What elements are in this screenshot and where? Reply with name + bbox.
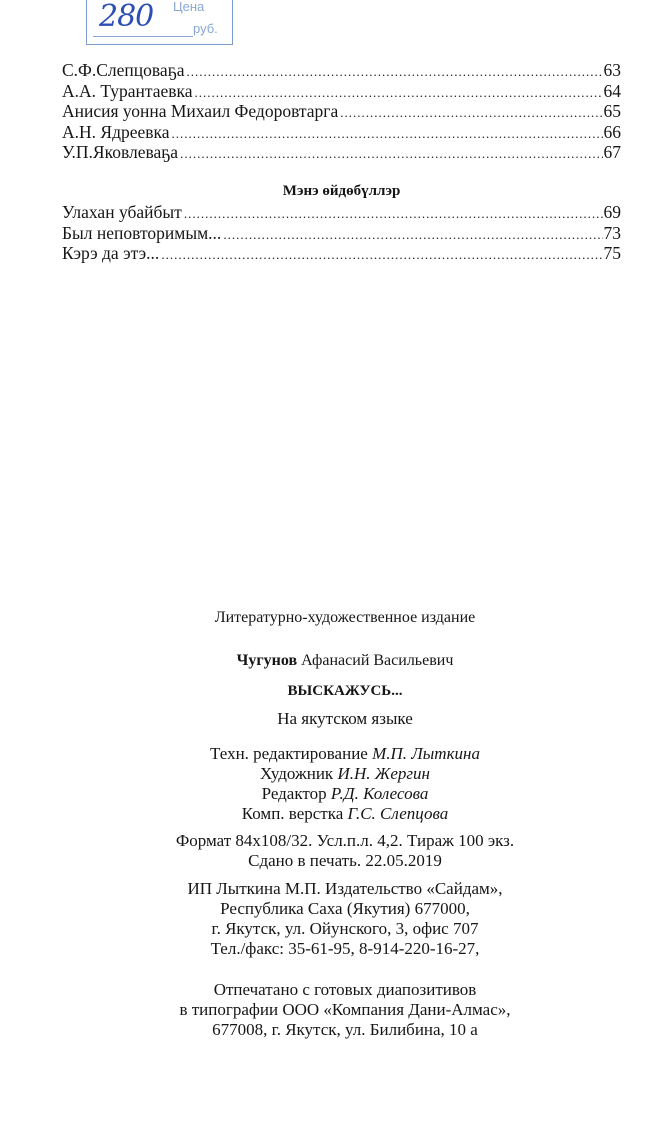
credit-role: Комп. верстка bbox=[241, 804, 344, 823]
toc-entry bbox=[62, 60, 621, 81]
dot-leader bbox=[195, 83, 603, 104]
printer-line: Отпечатано с готовых диапозитивов bbox=[213, 980, 477, 999]
toc-entry bbox=[62, 243, 621, 264]
toc-entry bbox=[62, 81, 621, 102]
credit-role: Редактор bbox=[261, 784, 327, 803]
toc-title: Был неповторимым... bbox=[62, 222, 222, 243]
credit-line bbox=[0, 764, 672, 784]
toc-title: А.Н. Ядреевка bbox=[62, 121, 170, 142]
stamp-currency: руб. bbox=[193, 21, 218, 36]
dot-leader bbox=[172, 124, 603, 145]
toc-page: 63 bbox=[603, 60, 621, 80]
language: На якутском языке bbox=[277, 709, 413, 728]
dot-leader bbox=[340, 103, 602, 124]
author-name: Афанасий Васильевич bbox=[301, 652, 454, 669]
table-of-contents bbox=[62, 60, 621, 163]
credit-name: Р.Д. Колесова bbox=[330, 784, 429, 803]
credit-name: М.П. Лыткина bbox=[372, 744, 480, 763]
toc-entry bbox=[62, 202, 621, 223]
toc-title: Анисия уонна Михаил Федоровтарга bbox=[62, 101, 339, 121]
toc-page: 73 bbox=[603, 222, 621, 243]
dot-leader bbox=[180, 144, 602, 165]
publisher-line: ИП Лыткина М.П. Издательство «Сайдам», bbox=[187, 879, 503, 898]
publisher-line: г. Якутск, ул. Ойунского, 3, офис 707 bbox=[211, 919, 479, 938]
credit-name: Г.С. Слепцова bbox=[347, 804, 449, 823]
printer-line: в типографии ООО «Компания Дани-Алмас», bbox=[179, 1000, 511, 1019]
stamp-underline bbox=[93, 36, 193, 37]
stamp-label: Цена bbox=[173, 0, 205, 14]
toc-title: У.П.Яковлеваҕа bbox=[62, 142, 179, 162]
toc-page: 64 bbox=[603, 80, 621, 101]
printer-line: 677008, г. Якутск, ул. Билибина, 10 а bbox=[212, 1020, 478, 1039]
toc-entry bbox=[62, 142, 621, 163]
section-heading: Мэнэ өйдөбүллэр bbox=[282, 183, 401, 199]
toc-page: 69 bbox=[603, 202, 621, 222]
toc-title: С.Ф.Слепцоваҕа bbox=[62, 60, 185, 80]
price-stamp bbox=[86, 0, 233, 45]
section-contents bbox=[62, 202, 621, 264]
toc-page: 75 bbox=[603, 243, 621, 263]
print-date-line: Сдано в печать. 22.05.2019 bbox=[248, 851, 442, 870]
publisher-line: Республика Саха (Якутия) 677000, bbox=[220, 899, 470, 918]
dot-leader bbox=[184, 204, 603, 225]
credit-line bbox=[0, 784, 672, 804]
credit-line bbox=[0, 744, 672, 764]
toc-entry bbox=[62, 223, 621, 244]
credit-line bbox=[0, 804, 672, 824]
stamp-price: 280 bbox=[99, 0, 154, 34]
toc-page: 66 bbox=[603, 121, 621, 142]
author-surname: Чугунов bbox=[236, 652, 298, 669]
toc-page: 67 bbox=[603, 142, 621, 162]
credit-role: Художник bbox=[260, 764, 334, 783]
toc-page: 65 bbox=[603, 101, 621, 121]
book-title: ВЫСКАЖУСЬ... bbox=[287, 683, 403, 699]
toc-entry bbox=[62, 101, 621, 122]
dot-leader bbox=[223, 225, 602, 246]
dot-leader bbox=[186, 62, 602, 83]
author bbox=[0, 651, 672, 671]
credit-name: И.Н. Жергин bbox=[337, 764, 430, 783]
credit-role: Техн. редактирование bbox=[210, 744, 368, 763]
dot-leader bbox=[161, 245, 602, 266]
toc-entry bbox=[62, 122, 621, 143]
format-line: Формат 84х108/32. Усл.п.л. 4,2. Тираж 100 экз. bbox=[175, 831, 515, 850]
toc-title: А.А. Турантаевка bbox=[62, 80, 193, 101]
toc-title: Кэрэ да этэ... bbox=[62, 243, 160, 263]
edition-type: Литературно-художественное издание bbox=[214, 609, 476, 626]
toc-title: Улахан убайбыт bbox=[62, 202, 182, 222]
publisher-line: Тел./факс: 35-61-95, 8-914-220-16-27, bbox=[210, 939, 480, 958]
